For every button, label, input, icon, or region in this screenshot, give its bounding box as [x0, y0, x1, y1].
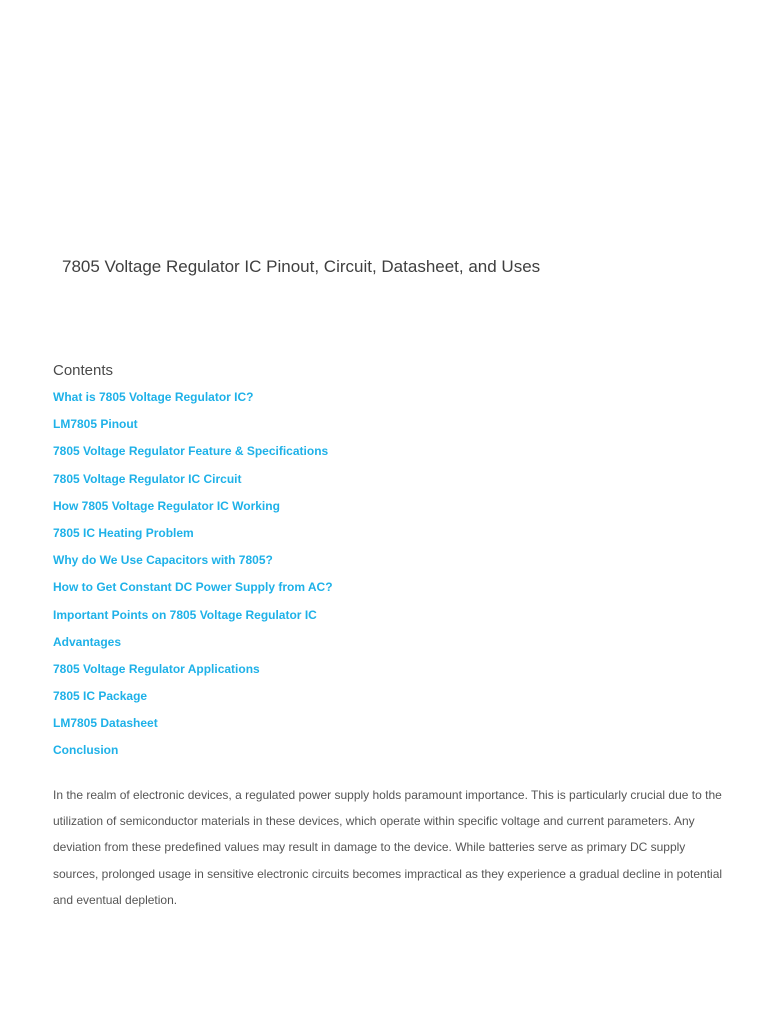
toc-link-conclusion[interactable]: Conclusion [53, 743, 119, 758]
list-item [53, 688, 733, 715]
list-item [53, 579, 733, 606]
page-title: 7805 Voltage Regulator IC Pinout, Circuit, Datasheet, and Uses [62, 257, 541, 276]
toc-link-heating-problem[interactable]: 7805 IC Heating Problem [53, 525, 194, 540]
table-of-contents [53, 361, 733, 770]
list-item [53, 552, 733, 579]
list-item [53, 742, 733, 769]
toc-link-important-points[interactable]: Important Points on 7805 Voltage Regulator IC [53, 607, 317, 622]
toc-link-datasheet[interactable]: LM7805 Datasheet [53, 716, 158, 731]
toc-link-features-specifications[interactable]: 7805 Voltage Regulator Feature & Specifications [53, 444, 329, 459]
toc-link-ic-package[interactable]: 7805 IC Package [53, 689, 148, 704]
toc-link-capacitors[interactable]: Why do We Use Capacitors with 7805? [53, 553, 273, 568]
list-item [53, 661, 733, 688]
toc-link-how-working[interactable]: How 7805 Voltage Regulator IC Working [53, 498, 280, 513]
toc-link-applications[interactable]: 7805 Voltage Regulator Applications [53, 661, 260, 676]
list-item [53, 389, 733, 416]
intro-paragraph: In the realm of electronic devices, a regulated power supply holds paramount importance. This is particularly crucial due to the utilization of semiconductor materials in these devices, which operate within specific voltage and current parameters. Any deviation from these predefined values may result in damage to the device. While batteries serve as primary DC supply sources, prolonged usage in sensitive electronic circuits becomes impractical as they experience a gradual decline in potential and eventual depletion. [53, 788, 723, 907]
toc-list [53, 389, 733, 770]
list-item [53, 443, 733, 470]
list-item [53, 715, 733, 742]
toc-link-ic-circuit[interactable]: 7805 Voltage Regulator IC Circuit [53, 471, 242, 486]
list-item [53, 471, 733, 498]
list-item [53, 525, 733, 552]
toc-link-advantages[interactable]: Advantages [53, 634, 122, 649]
toc-heading: Contents [53, 362, 114, 379]
toc-link-lm7805-pinout[interactable]: LM7805 Pinout [53, 417, 138, 432]
list-item [53, 498, 733, 525]
list-item [53, 634, 733, 661]
toc-link-constant-dc-supply[interactable]: How to Get Constant DC Power Supply from AC? [53, 580, 333, 595]
list-item [53, 416, 733, 443]
list-item [53, 607, 733, 634]
toc-link-what-is-7805[interactable]: What is 7805 Voltage Regulator IC? [53, 390, 254, 404]
